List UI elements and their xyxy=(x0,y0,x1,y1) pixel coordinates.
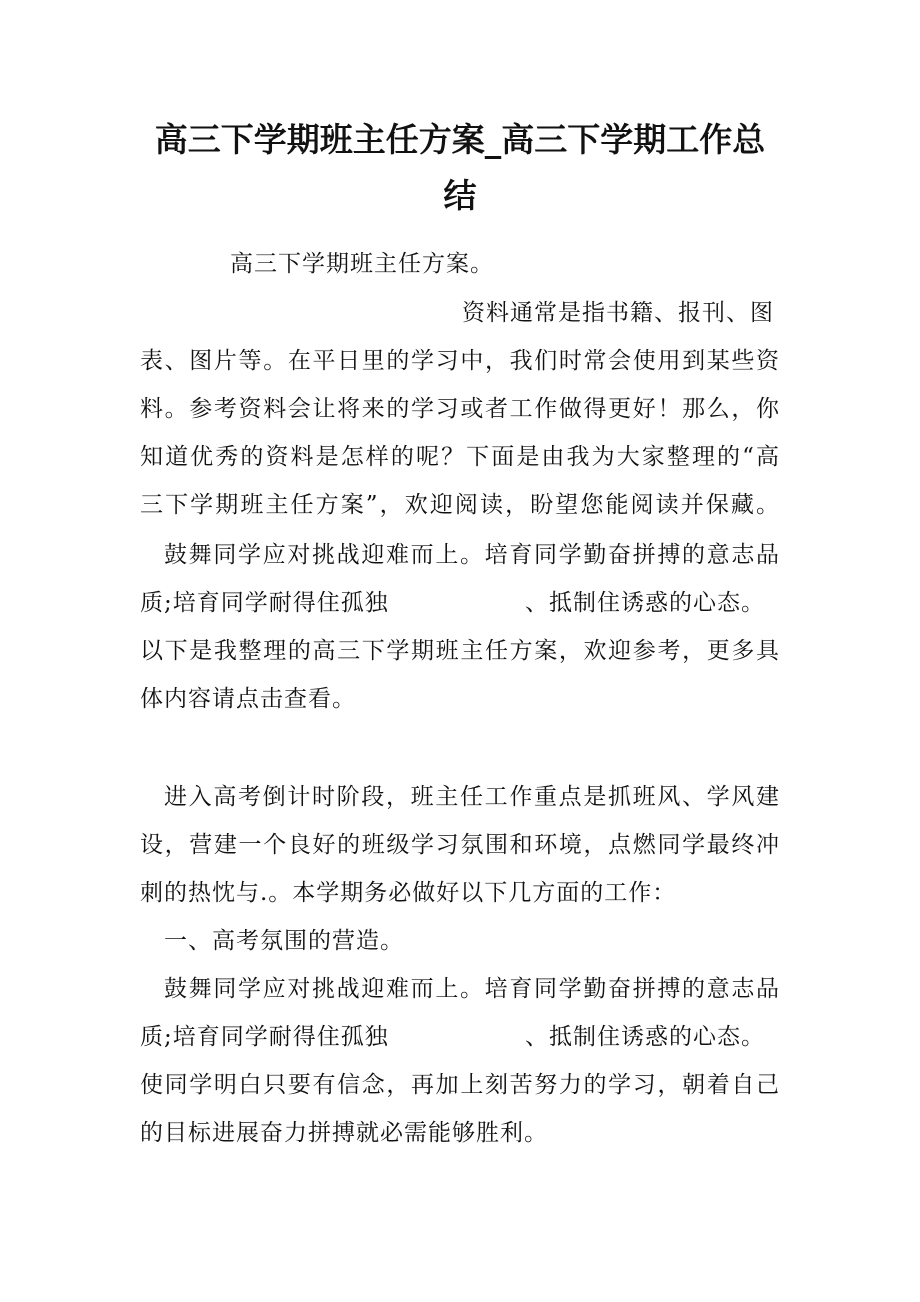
intro-line-2: 表、图片等。在平日里的学习中，我们时常会使用到某些资 xyxy=(140,348,780,374)
document-title xyxy=(140,112,780,224)
title-line-1: 高三下学期班主任方案_高三下学期工作总 xyxy=(154,120,766,159)
para1-line-4: 体内容请点击查看。 xyxy=(140,686,356,712)
para2-line-3: 刺的热忱与.。本学期务必做好以下几方面的工作： xyxy=(140,880,677,906)
subtitle: 高三下学期班主任方案。 xyxy=(230,251,494,277)
para3-line-1: 鼓舞同学应对挑战迎难而上。培育同学勤奋拼搏的意志品 xyxy=(164,976,780,1002)
para3-line-2b: 、抵制住诱惑的心态。 xyxy=(525,1024,765,1050)
para2-line-2: 设，营建一个良好的班级学习氛围和环境，点燃同学最终冲 xyxy=(140,832,780,858)
para3-line-2a: 质;培育同学耐得住孤独 xyxy=(140,1024,389,1050)
para1-line-3: 以下是我整理的高三下学期班主任方案，欢迎参考，更多具 xyxy=(140,638,780,664)
para1-line-1: 鼓舞同学应对挑战迎难而上。培育同学勤奋拼搏的意志品 xyxy=(164,542,780,568)
intro-line-5: 三下学期班主任方案”，欢迎阅读，盼望您能阅读并保藏。 xyxy=(140,492,780,518)
section-heading-1: 一、高考氛围的营造。 xyxy=(164,928,404,954)
para2-line-1: 进入高考倒计时阶段，班主任工作重点是抓班风、学风建 xyxy=(164,784,780,810)
para1-line-2b: 、抵制住诱惑的心态。 xyxy=(525,590,765,616)
para1-line-2a: 质;培育同学耐得住孤独 xyxy=(140,590,389,616)
intro-line-4: 知道优秀的资料是怎样的呢？下面是由我为大家整理的“高 xyxy=(140,444,780,470)
intro-line-1: 资料通常是指书籍、报刊、图 xyxy=(462,300,774,326)
intro-line-3: 料。参考资料会让将来的学习或者工作做得更好！那么，你 xyxy=(140,396,780,422)
para3-line-4: 的目标进展奋力拼搏就必需能够胜利。 xyxy=(140,1120,548,1146)
para3-line-3: 使同学明白只要有信念，再加上刻苦努力的学习，朝着自己 xyxy=(140,1072,780,1098)
title-line-2: 结 xyxy=(443,176,477,215)
